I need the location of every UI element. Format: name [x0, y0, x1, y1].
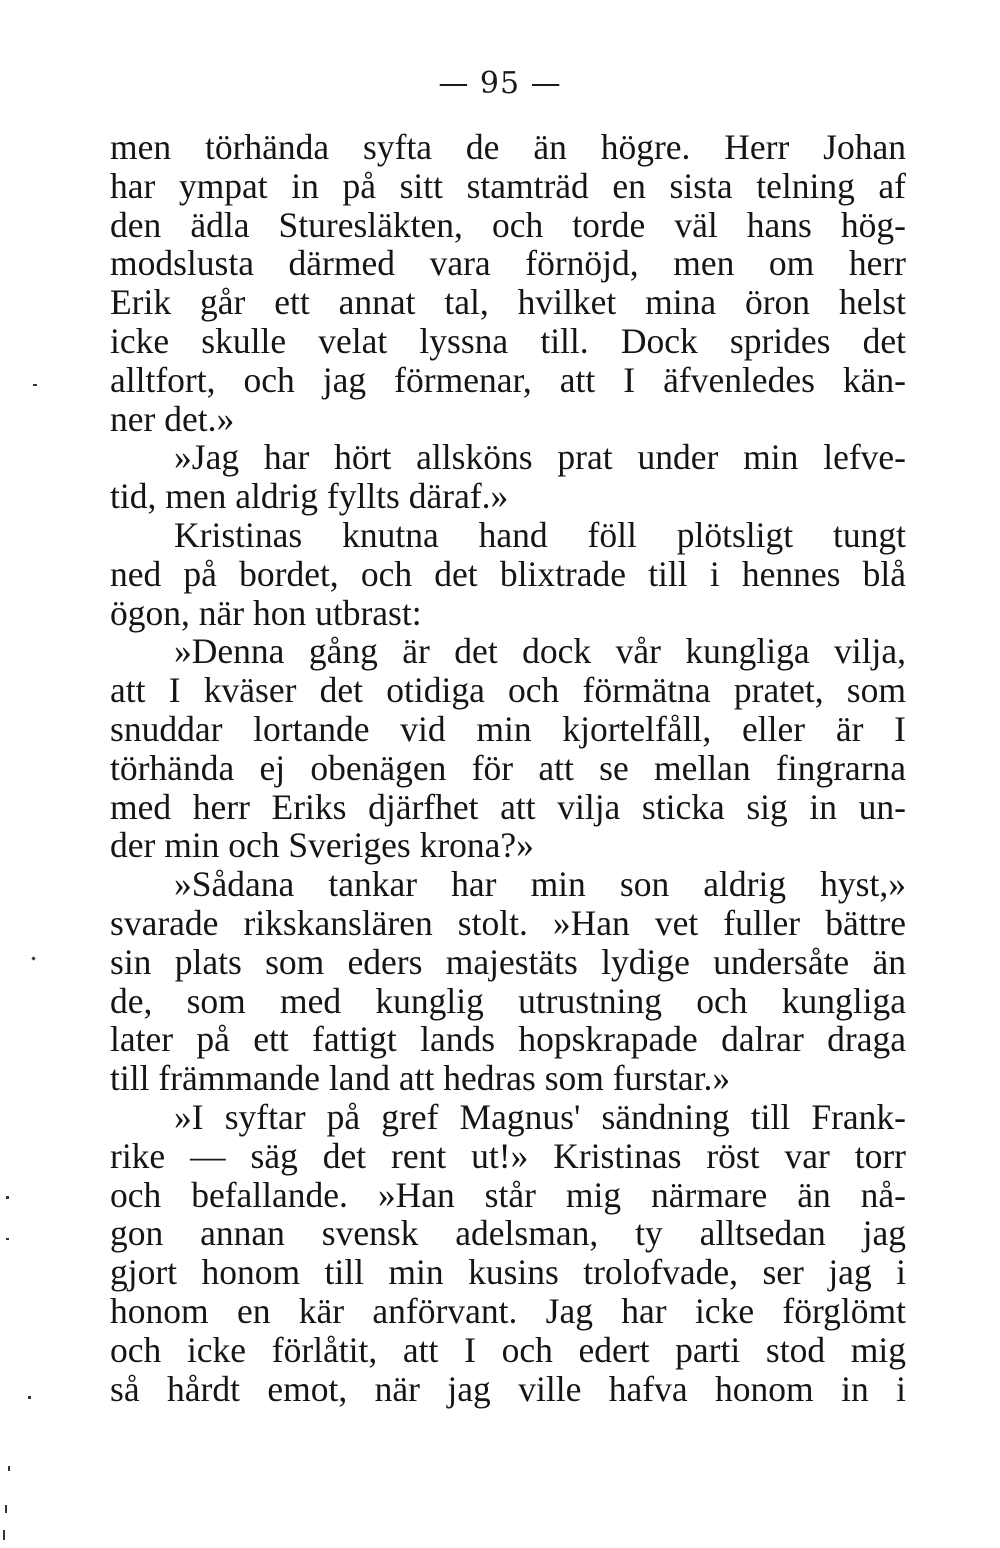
text-line: och befallande. »Han står mig närmare än nå-: [110, 1174, 906, 1215]
text-line: törhända ej obenägen för att se mellan fingrarna: [110, 747, 906, 788]
text-line: sin plats som eders majestäts lydige undersåte än: [110, 941, 906, 982]
scan-speck: [31, 956, 35, 960]
text-line: ner det.»: [110, 398, 235, 439]
text-line: der min och Sveriges krona?»: [110, 825, 534, 866]
text-line: ned på bordet, och det blixtrade till i hennes blå: [110, 553, 906, 594]
scan-speck: [8, 1466, 10, 1471]
text-line: honom en kär anförvant. Jag har icke förglömt: [110, 1290, 906, 1331]
text-line: »I syftar på gref Magnus' sändning till Frank-: [174, 1096, 906, 1137]
text-line: den ädla Sturesläkten, och torde väl hans hög-: [110, 204, 906, 245]
text-line: med herr Eriks djärfhet att vilja sticka sig in un-: [110, 786, 906, 827]
text-line: »Sådana tankar har min son aldrig hyst,»: [174, 864, 906, 905]
text-line: snuddar lortande vid min kjortelfåll, eller är I: [110, 708, 906, 749]
text-line: Kristinas knutna hand föll plötsligt tungt: [174, 514, 906, 555]
text-line: »Denna gång är det dock vår kungliga vilja,: [174, 631, 906, 672]
scan-speck: [33, 384, 37, 386]
text-line: så hårdt emot, när jag ville hafva honom in i: [110, 1368, 906, 1409]
page-number: — 95 —: [438, 66, 562, 101]
text-line: till främmande land att hedras som furstar.»: [110, 1058, 731, 1099]
text-line: de, som med kunglig utrustning och kungliga: [110, 980, 906, 1021]
text-line: later på ett fattigt lands hopskrapade dalrar draga: [110, 1019, 906, 1060]
text-line: rike — säg det rent ut!» Kristinas röst var torr: [110, 1135, 906, 1176]
text-line: att I kväser det otidiga och förmätna pratet, som: [110, 670, 906, 711]
text-line: och icke förlåtit, att I och edert parti stod mig: [110, 1329, 906, 1370]
text-line: ögon, när hon utbrast:: [110, 592, 422, 633]
text-line: Erik går ett annat tal, hvilket mina öron helst: [110, 282, 906, 323]
scan-speck: [6, 1196, 9, 1199]
text-line: gon annan svensk adelsman, ty alltsedan jag: [110, 1213, 906, 1254]
scan-speck: [3, 1530, 5, 1540]
text-line: icke skulle velat lyssna till. Dock sprides det: [110, 320, 906, 361]
scan-speck: [6, 1238, 9, 1240]
text-line: »Jag har hört allsköns prat under min lefve-: [174, 437, 906, 478]
text-line: tid, men aldrig fyllts däraf.»: [110, 476, 509, 517]
scan-speck: [28, 1396, 31, 1399]
text-line: alltfort, och jag förmenar, att I äfvenledes kän-: [110, 359, 906, 400]
text-line: men törhända syfta de än högre. Herr Johan: [110, 127, 906, 167]
text-line: gjort honom till min kusins trolofvade, ser jag i: [110, 1252, 906, 1293]
text-line: modslusta därmed vara förnöjd, men om herr: [110, 243, 906, 284]
scan-speck: [5, 1505, 7, 1513]
text-line: svarade rikskansläre​n stolt. »Han vet fuller bättre: [110, 902, 906, 943]
text-line: har ympat in på sitt stamträd en sista telning af: [110, 165, 906, 206]
body-text: [110, 128, 906, 1408]
